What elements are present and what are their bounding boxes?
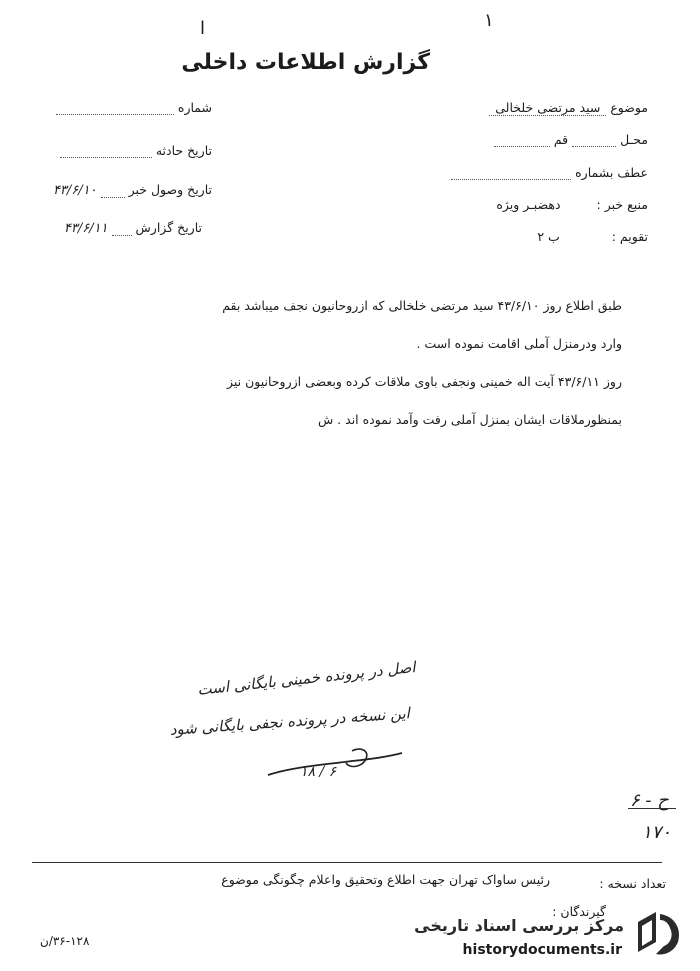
handwritten-note-1: اصل در پرونده خمینی بایگانی است <box>196 658 417 699</box>
handwritten-date: ۱۸ / ۶ <box>300 764 337 780</box>
body-paragraph-1-line-2: وارد ودرمنزل آملی اقامت نموده است . <box>416 336 622 351</box>
body-paragraph-2-line-1: روز ۴۳/۶/۱۱ آیت اله خمینی ونجفی باوی ملاقات کرده وبعضی ازروحانیون نیز <box>226 374 622 389</box>
recipients-label: گیرندگان : <box>552 904 606 919</box>
evaluation-label: تقویم : <box>611 229 648 244</box>
margin-note-1: ۶ - ح <box>630 790 669 811</box>
document-title: گزارش اطلاعات داخلی <box>181 50 430 75</box>
form-code: ۳۶-۱۲۸/ن <box>40 934 90 948</box>
news-receipt-dots <box>101 185 125 198</box>
margin-note-rule <box>628 808 676 809</box>
number-dots <box>56 102 174 115</box>
watermark-logo-icon <box>630 906 686 962</box>
watermark-url: historydocuments.ir <box>462 942 622 958</box>
place-dots <box>572 134 616 147</box>
incident-date-label: تاریخ حادثه <box>155 143 212 158</box>
subject-field <box>440 100 648 115</box>
subject-label: موضوع <box>610 100 648 115</box>
subject-value: سید مرتضی خلخالی <box>489 100 606 116</box>
margin-mark-left: ا <box>200 18 206 39</box>
incident-date-dots <box>60 145 152 158</box>
place-value: قم <box>553 132 569 147</box>
news-receipt-date-field <box>34 182 212 198</box>
body-paragraph-2-line-2: بمنظورملاقات ایشان بمنزل آملی رفت وآمد نموده اند . ش <box>317 412 622 427</box>
reference-field <box>440 165 648 180</box>
source-label: منبع خبر : <box>596 197 648 212</box>
footer-divider <box>32 862 662 863</box>
watermark-center-name: مرکز بررسی اسناد تاریخی <box>414 916 624 935</box>
margin-note-2: ۱۷۰ <box>642 822 672 843</box>
report-date-dots <box>112 223 132 236</box>
report-date-field <box>34 220 202 236</box>
evaluation-value: ب ۲ <box>537 229 560 244</box>
evaluation-field <box>440 229 648 244</box>
place-label: محـل <box>620 132 648 147</box>
news-receipt-date-label: تاریخ وصول خبر <box>128 182 212 197</box>
number-label: شماره <box>177 100 212 115</box>
copies-value: رئیس ساواک تهران جهت اطلاع وتحقیق واعلام چگونگی موضوع <box>221 872 550 887</box>
report-date-label: تاریخ گزارش <box>135 220 202 235</box>
source-value: دهضبـر ویژه <box>496 197 561 212</box>
source-field <box>440 197 648 212</box>
news-receipt-date-value: ۴۳/۶/۱۰ <box>52 183 97 198</box>
reference-dots <box>451 167 571 180</box>
report-date-value: ۴۳/۶/۱۱ <box>63 221 108 236</box>
incident-date-field <box>40 143 212 158</box>
handwritten-note-2: این نسخه در پرونده نجفی بایگانی شود <box>169 704 411 739</box>
reference-label: عطف بشماره <box>575 165 648 180</box>
body-paragraph-1-line-1: طبق اطلاع روز ۴۳/۶/۱۰ سید مرتضی خلخالی که ازروحانیون نجف میباشد بقم <box>222 298 622 313</box>
number-field <box>40 100 212 115</box>
margin-mark-right: ١ <box>484 10 494 31</box>
copies-label: تعداد نسخه : <box>599 876 666 891</box>
place-dots-2 <box>494 134 550 147</box>
place-field <box>440 132 648 147</box>
